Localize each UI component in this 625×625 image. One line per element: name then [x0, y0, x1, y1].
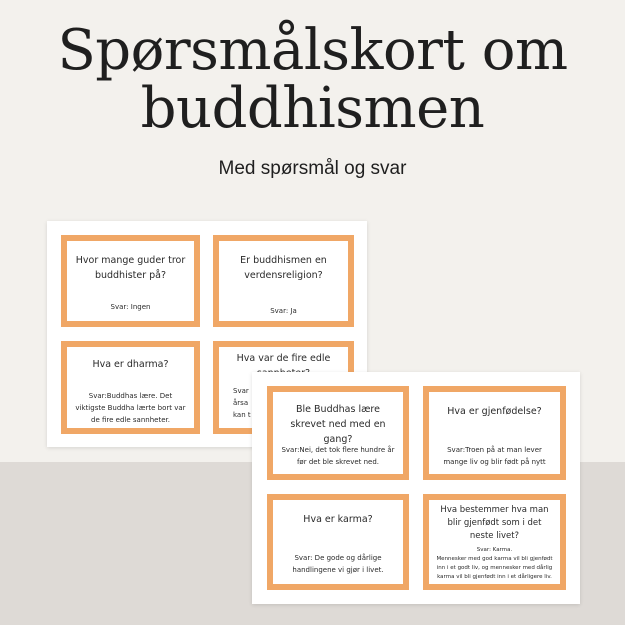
- question-card: [61, 235, 200, 327]
- question-card: [213, 235, 354, 327]
- card-question: Hva var de fire edle: [236, 353, 331, 364]
- card-question: Hva bestemmer hva man blir gjenfødt som i det neste livet?: [440, 505, 549, 541]
- card-question: Hva er karma?: [303, 514, 373, 525]
- card-question: Ble Buddhas lære skrevet ned med en gang?: [290, 404, 386, 445]
- title-line-2: buddhismen: [140, 76, 485, 141]
- question-card: [267, 494, 409, 590]
- card-answer: Svar:Nei, det tok flere hundre år før det ble skrevet ned.: [281, 446, 395, 466]
- card-answer: Svar:Troen på at man lever mange liv og blir født på nytt: [443, 446, 546, 466]
- card-question: Hva er gjenfødelse?: [447, 406, 542, 417]
- title-line-1: Spørsmålskort om: [57, 18, 568, 83]
- card-answer-fragment: kan t: [233, 411, 251, 419]
- card-answer-fragment: årsa: [233, 399, 249, 407]
- question-card: [423, 386, 566, 480]
- page-title: [0, 18, 625, 141]
- card-question: Hvor mange guder tror buddhister på?: [75, 255, 186, 281]
- card-answer: Svar: Ja: [270, 307, 297, 315]
- card-answer: Svar: Ingen: [110, 303, 151, 311]
- card-sheet-front: [252, 372, 580, 604]
- card-question: Hva er dharma?: [92, 359, 169, 370]
- page-subtitle: Med spørsmål og svar: [218, 158, 407, 179]
- card-answer-label: Svar: Karma.: [476, 547, 513, 553]
- card-answer-fragment: Svar: [233, 387, 249, 395]
- card-answer: Svar:Buddhas lære. Det viktigste Buddha lærte bort var de fire edle sannheter.: [75, 392, 186, 424]
- question-card: [267, 386, 409, 480]
- question-card: [61, 341, 200, 434]
- card-question: Er buddhismen en verdensreligion?: [240, 255, 327, 281]
- card-answer: Mennesker med god karma vil bli gjenfødt inn i et godt liv, og mennesker med dårlig karma vil bli gjenfødt inn i et dårligere liv.: [436, 556, 553, 580]
- card-answer: Svar: De gode og dårlige handlingene vi gjør i livet.: [292, 554, 384, 574]
- question-card: [423, 494, 566, 590]
